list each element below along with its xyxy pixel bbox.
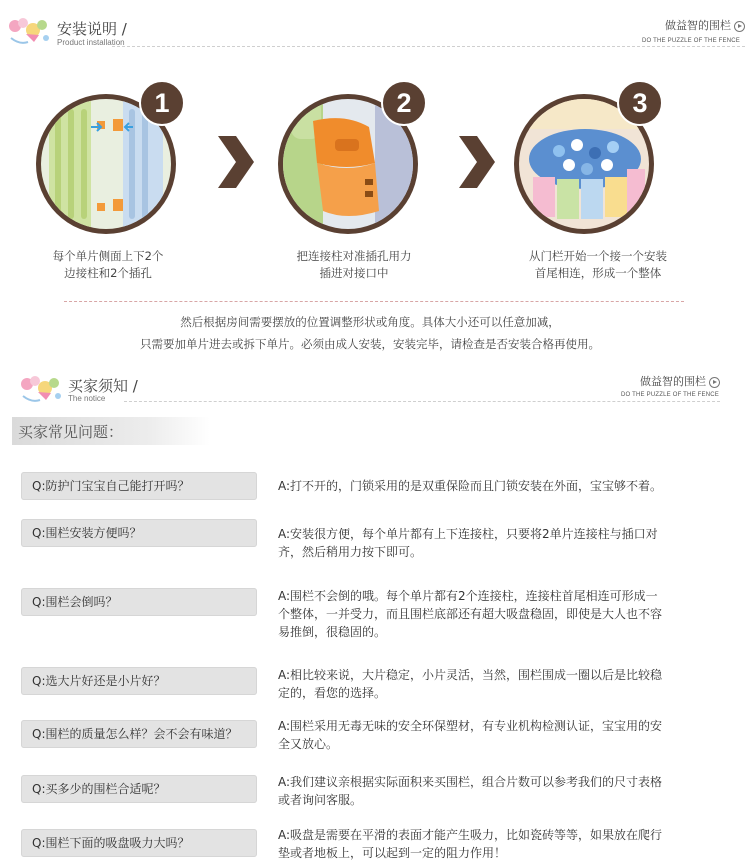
faq-answer-line: A:安装很方便，每个单片都有上下连接柱，只要将2单片连接柱与插口对	[278, 527, 658, 541]
install-title-slash: /	[121, 20, 127, 38]
step-3-caption-line: 首尾相连，形成一个整体	[534, 266, 662, 280]
step-1-number-badge: 1	[139, 80, 185, 126]
faq-question	[21, 519, 257, 547]
faq-answer-line: 个整体，一并受力，而且围栏底部还有超大吸盘稳固，即使是大人也不容	[278, 607, 663, 621]
faq-question-text: Q:防护门宝宝自己能打开吗？	[32, 479, 190, 493]
notice-brand-text: 做益智的围栏	[640, 375, 706, 388]
step-3-caption-line: 从门栏开始一个接一个安装	[529, 249, 667, 263]
chevron-right-icon	[214, 132, 258, 192]
notice-section-title	[68, 375, 138, 396]
chevron-right-icon	[455, 132, 499, 192]
faq-heading-band	[12, 417, 210, 445]
install-section-title	[57, 18, 127, 39]
step-1-caption-line: 边接柱和2个插孔	[64, 266, 152, 280]
step-3-number-badge: 3	[617, 80, 663, 126]
faq-answer	[278, 826, 742, 862]
faq-answer-line: A:吸盘是需要在平滑的表面才能产生吸力，比如瓷砖等等，如果放在爬行	[278, 828, 663, 842]
install-section-subtitle: Product installation	[57, 38, 125, 47]
step-1-caption-line: 每个单片侧面上下2个	[52, 249, 164, 263]
install-brand-text: 做益智的围栏	[665, 19, 731, 32]
step-2-caption	[262, 248, 446, 282]
step-2-caption-line: 插进对接口中	[319, 266, 389, 280]
install-brand-link[interactable]	[560, 17, 745, 33]
faq-question-text: Q:围栏的质量怎么样？会不会有味道？	[32, 727, 238, 741]
notice-logo-icon	[18, 372, 64, 406]
faq-question	[21, 588, 257, 616]
install-note	[60, 311, 680, 355]
notice-section-subtitle: The notice	[68, 394, 106, 403]
install-header-divider	[112, 46, 745, 47]
faq-question-text: Q:围栏安装方便吗？	[32, 526, 142, 540]
faq-answer	[278, 477, 742, 495]
faq-answer-line: A:相比较来说，大片稳定，小片灵活，当然，围栏围成一圈以后是比较稳	[278, 668, 663, 682]
faq-heading: 买家常见问题：	[18, 423, 124, 441]
faq-answer	[278, 525, 742, 561]
faq-answer-line: 易推倒，很稳固的。	[278, 625, 387, 639]
faq-question-text: Q:围栏会倒吗？	[32, 595, 118, 609]
faq-answer-line: 全又放心。	[278, 737, 339, 751]
faq-answer	[278, 587, 742, 641]
notice-title-slash: /	[132, 377, 138, 395]
install-brand-subtitle: DO THE PUZZLE OF THE FENCE	[642, 38, 740, 44]
faq-question	[21, 720, 257, 748]
faq-answer-line: 定的，看您的选择。	[278, 686, 387, 700]
faq-answer	[278, 773, 742, 809]
install-note-line: 只需要加单片进去或拆下单片。必须由成人安装，安装完毕，请检查是否安装合格再使用。	[140, 337, 600, 351]
install-title-text: 安装说明	[57, 20, 118, 38]
faq-question-text: Q:围栏下面的吸盘吸力大吗？	[32, 836, 190, 850]
faq-question	[21, 775, 257, 803]
faq-answer-line: 齐，然后稍用力按下即可。	[278, 545, 423, 559]
faq-answer-line: A:围栏采用无毒无味的安全环保塑材，有专业机构检测认证，宝宝用的安	[278, 719, 663, 733]
play-circle-icon	[734, 21, 745, 32]
faq-question-text: Q:买多少的围栏合适呢？	[32, 782, 166, 796]
step-1-caption	[16, 248, 200, 282]
install-note-line: 然后根据房间需要摆放的位置调整形状或角度。具体大小还可以任意加减，	[180, 315, 560, 329]
step-2-caption-line: 把连接柱对准插孔用力	[296, 249, 412, 263]
faq-answer-line: A:围栏不会倒的哦。每个单片都有2个连接柱，连接柱首尾相连可形成一	[278, 589, 658, 603]
step-3-caption	[498, 248, 698, 282]
faq-answer	[278, 666, 742, 702]
notice-brand-link[interactable]	[535, 373, 720, 389]
faq-question	[21, 472, 257, 500]
play-circle-icon	[709, 377, 720, 388]
install-logo-icon	[6, 14, 52, 48]
faq-answer-line: A:我们建议亲根据实际面积来买围栏，组合片数可以参考我们的尺寸表格	[278, 775, 663, 789]
faq-question	[21, 829, 257, 857]
faq-answer-line: A:打不开的，门锁采用的是双重保险而且门锁安装在外面，宝宝够不着。	[278, 479, 663, 493]
faq-question-text: Q:选大片好还是小片好？	[32, 674, 166, 688]
faq-question	[21, 667, 257, 695]
notice-brand-subtitle: DO THE PUZZLE OF THE FENCE	[621, 392, 719, 398]
notice-title-text: 买家须知	[68, 377, 129, 395]
steps-divider	[64, 301, 684, 302]
faq-answer	[278, 717, 742, 753]
step-2-number-badge: 2	[381, 80, 427, 126]
faq-answer-line: 或者询问客服。	[278, 793, 363, 807]
notice-header-divider	[124, 401, 720, 402]
faq-answer-line: 垫或者地板上，可以起到一定的阻力作用！	[278, 846, 507, 860]
